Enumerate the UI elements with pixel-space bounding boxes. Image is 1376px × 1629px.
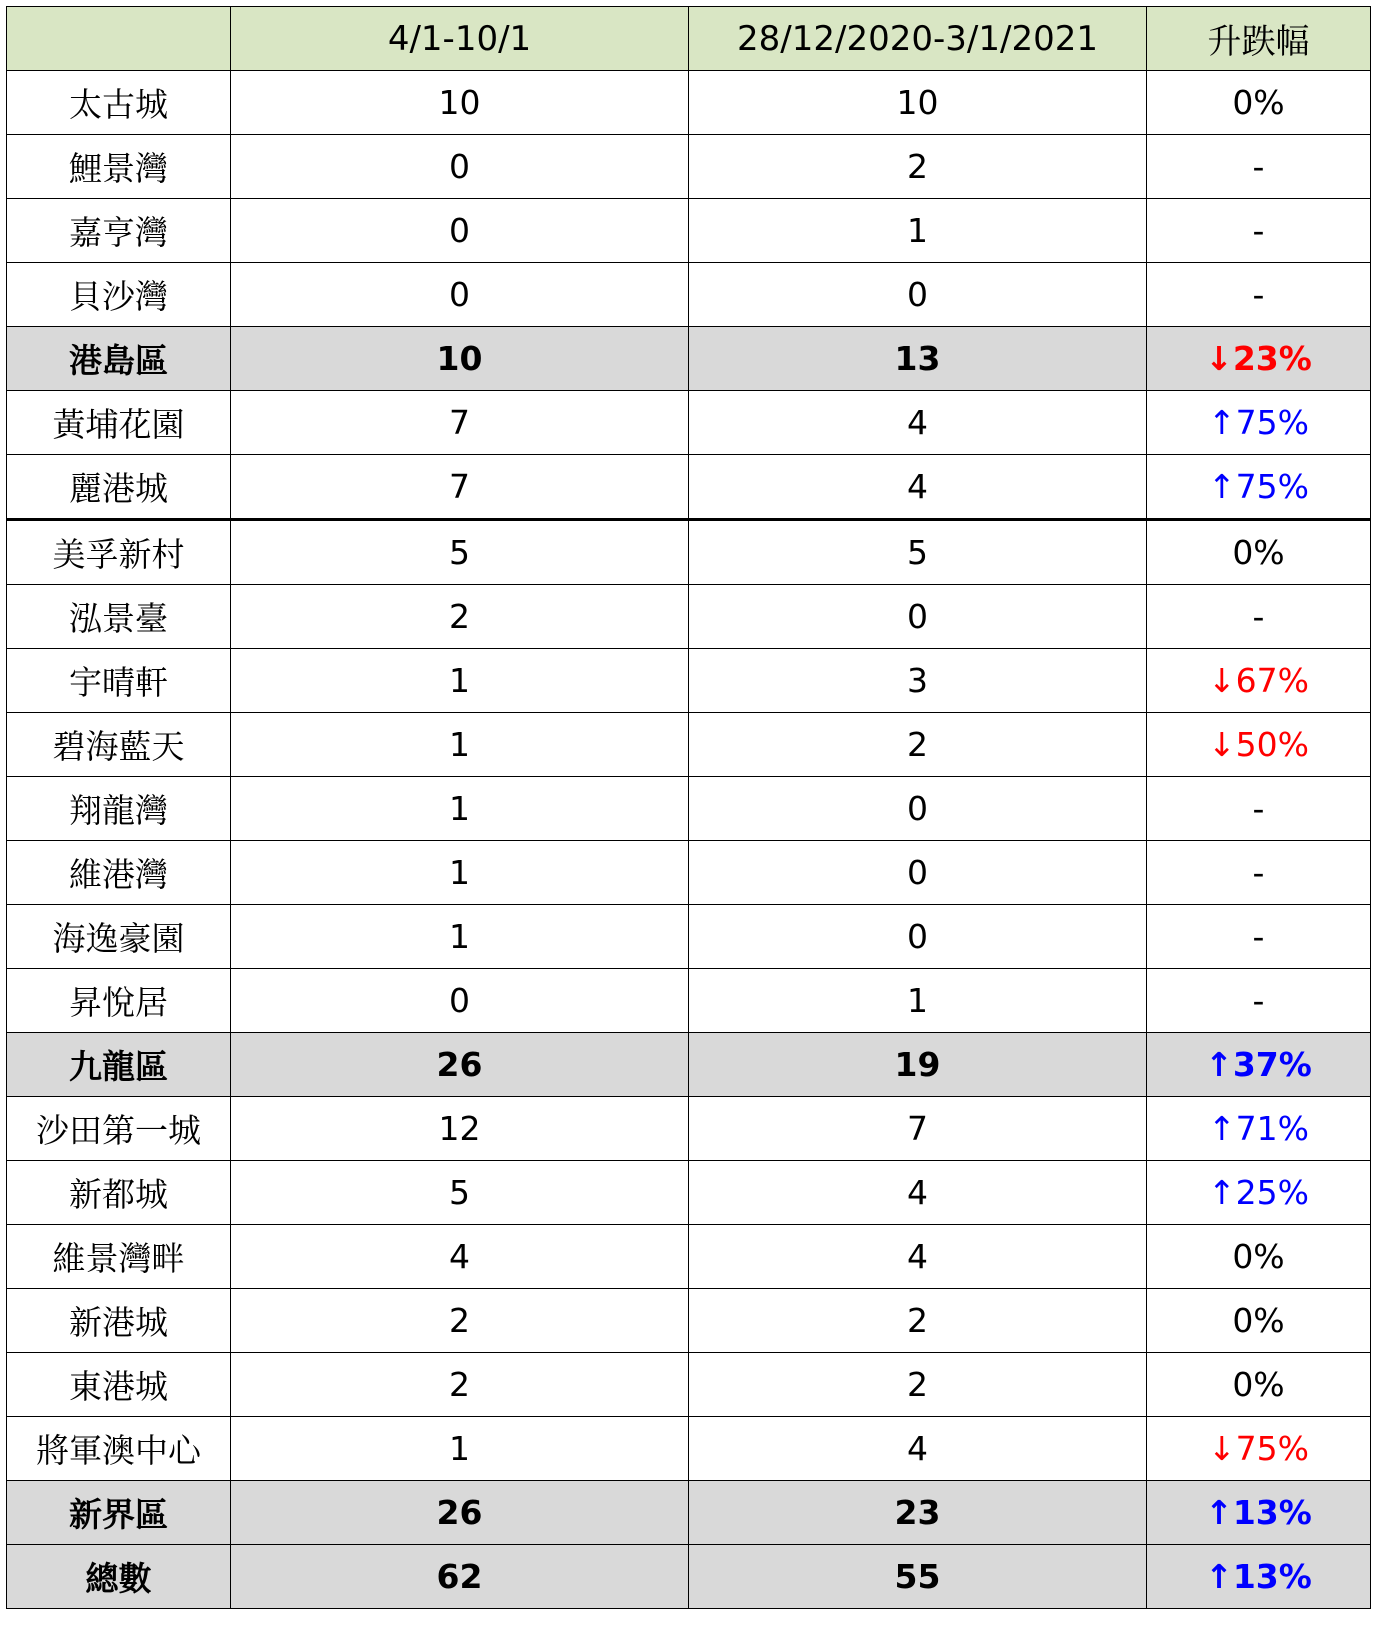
period-2-cell: 10: [689, 71, 1147, 135]
period-1-cell: 12: [231, 1097, 689, 1161]
period-2-cell: 4: [689, 455, 1147, 520]
estate-name-cell: 太古城: [7, 71, 231, 135]
period-2-cell: 4: [689, 1161, 1147, 1225]
estate-name-cell: 泓景臺: [7, 585, 231, 649]
estate-name-cell: 總數: [7, 1545, 231, 1609]
table-row: [7, 1353, 1371, 1417]
period-1-cell: 5: [231, 520, 689, 585]
header-estate: [7, 7, 231, 71]
period-1-cell: 1: [231, 1417, 689, 1481]
change-cell: ↑13%: [1147, 1481, 1371, 1545]
period-1-cell: 1: [231, 777, 689, 841]
table-row: [7, 1417, 1371, 1481]
estate-name-cell: 宇晴軒: [7, 649, 231, 713]
period-2-cell: 1: [689, 199, 1147, 263]
change-cell: ↓50%: [1147, 713, 1371, 777]
transactions-table: [6, 6, 1371, 1609]
period-1-cell: 2: [231, 585, 689, 649]
period-2-cell: 0: [689, 585, 1147, 649]
change-cell: 0%: [1147, 520, 1371, 585]
period-2-cell: 2: [689, 1353, 1147, 1417]
period-2-cell: 2: [689, 1289, 1147, 1353]
period-2-cell: 4: [689, 391, 1147, 455]
change-cell: -: [1147, 777, 1371, 841]
change-cell: ↑37%: [1147, 1033, 1371, 1097]
change-cell: ↑75%: [1147, 455, 1371, 520]
estate-name-cell: 維景灣畔: [7, 1225, 231, 1289]
change-cell: 0%: [1147, 1353, 1371, 1417]
period-2-cell: 2: [689, 135, 1147, 199]
period-2-cell: 0: [689, 841, 1147, 905]
change-cell: -: [1147, 969, 1371, 1033]
table-row: [7, 777, 1371, 841]
estate-name-cell: 美孚新村: [7, 520, 231, 585]
estate-name-cell: 嘉亨灣: [7, 199, 231, 263]
period-2-cell: 3: [689, 649, 1147, 713]
period-1-cell: 10: [231, 71, 689, 135]
table-row: [7, 649, 1371, 713]
period-1-cell: 1: [231, 649, 689, 713]
period-1-cell: 7: [231, 391, 689, 455]
table-row: [7, 135, 1371, 199]
period-2-cell: 2: [689, 713, 1147, 777]
header-row: [7, 7, 1371, 71]
table-row: [7, 71, 1371, 135]
period-1-cell: 2: [231, 1353, 689, 1417]
change-cell: ↑13%: [1147, 1545, 1371, 1609]
header-period-2: 28/12/2020-3/1/2021: [689, 7, 1147, 71]
table-row: [7, 1225, 1371, 1289]
table-row: [7, 520, 1371, 585]
estate-name-cell: 沙田第一城: [7, 1097, 231, 1161]
period-2-cell: 4: [689, 1225, 1147, 1289]
period-2-cell: 0: [689, 777, 1147, 841]
table-row: [7, 391, 1371, 455]
change-cell: -: [1147, 841, 1371, 905]
change-cell: ↓75%: [1147, 1417, 1371, 1481]
table-row: [7, 1161, 1371, 1225]
period-1-cell: 26: [231, 1481, 689, 1545]
period-1-cell: 0: [231, 135, 689, 199]
table-row: [7, 1097, 1371, 1161]
estate-name-cell: 麗港城: [7, 455, 231, 520]
change-cell: -: [1147, 135, 1371, 199]
estate-name-cell: 海逸豪園: [7, 905, 231, 969]
header-change: 升跌幅: [1147, 7, 1371, 71]
change-cell: -: [1147, 585, 1371, 649]
period-1-cell: 2: [231, 1289, 689, 1353]
estate-name-cell: 昇悅居: [7, 969, 231, 1033]
change-cell: -: [1147, 905, 1371, 969]
estate-name-cell: 黃埔花園: [7, 391, 231, 455]
subtotal-row: [7, 1481, 1371, 1545]
table-row: [7, 713, 1371, 777]
period-2-cell: 1: [689, 969, 1147, 1033]
estate-name-cell: 新都城: [7, 1161, 231, 1225]
subtotal-row: [7, 1545, 1371, 1609]
table-row: [7, 969, 1371, 1033]
change-cell: 0%: [1147, 1289, 1371, 1353]
period-2-cell: 0: [689, 263, 1147, 327]
period-2-cell: 5: [689, 520, 1147, 585]
change-cell: ↓67%: [1147, 649, 1371, 713]
table-body: [7, 71, 1371, 1609]
change-cell: ↑75%: [1147, 391, 1371, 455]
estate-name-cell: 翔龍灣: [7, 777, 231, 841]
change-cell: 0%: [1147, 71, 1371, 135]
estate-name-cell: 新界區: [7, 1481, 231, 1545]
period-1-cell: 5: [231, 1161, 689, 1225]
table-row: [7, 263, 1371, 327]
period-1-cell: 0: [231, 969, 689, 1033]
estate-name-cell: 新港城: [7, 1289, 231, 1353]
estate-name-cell: 碧海藍天: [7, 713, 231, 777]
table-row: [7, 199, 1371, 263]
period-2-cell: 13: [689, 327, 1147, 391]
estate-name-cell: 九龍區: [7, 1033, 231, 1097]
period-1-cell: 62: [231, 1545, 689, 1609]
period-2-cell: 55: [689, 1545, 1147, 1609]
period-1-cell: 10: [231, 327, 689, 391]
period-1-cell: 4: [231, 1225, 689, 1289]
table-row: [7, 1289, 1371, 1353]
period-1-cell: 26: [231, 1033, 689, 1097]
period-2-cell: 7: [689, 1097, 1147, 1161]
estate-name-cell: 將軍澳中心: [7, 1417, 231, 1481]
estate-name-cell: 東港城: [7, 1353, 231, 1417]
subtotal-row: [7, 327, 1371, 391]
estate-name-cell: 維港灣: [7, 841, 231, 905]
period-2-cell: 19: [689, 1033, 1147, 1097]
change-cell: 0%: [1147, 1225, 1371, 1289]
period-2-cell: 0: [689, 905, 1147, 969]
change-cell: -: [1147, 263, 1371, 327]
header-period-1: 4/1-10/1: [231, 7, 689, 71]
change-cell: ↑25%: [1147, 1161, 1371, 1225]
period-1-cell: 1: [231, 905, 689, 969]
period-1-cell: 7: [231, 455, 689, 520]
period-1-cell: 1: [231, 713, 689, 777]
period-1-cell: 1: [231, 841, 689, 905]
period-2-cell: 23: [689, 1481, 1147, 1545]
subtotal-row: [7, 1033, 1371, 1097]
period-1-cell: 0: [231, 263, 689, 327]
period-1-cell: 0: [231, 199, 689, 263]
table-row: [7, 841, 1371, 905]
table-row: [7, 585, 1371, 649]
estate-name-cell: 貝沙灣: [7, 263, 231, 327]
change-cell: -: [1147, 199, 1371, 263]
change-cell: ↑71%: [1147, 1097, 1371, 1161]
table-row: [7, 905, 1371, 969]
estate-name-cell: 港島區: [7, 327, 231, 391]
change-cell: ↓23%: [1147, 327, 1371, 391]
table-row: [7, 455, 1371, 520]
estate-name-cell: 鯉景灣: [7, 135, 231, 199]
period-2-cell: 4: [689, 1417, 1147, 1481]
